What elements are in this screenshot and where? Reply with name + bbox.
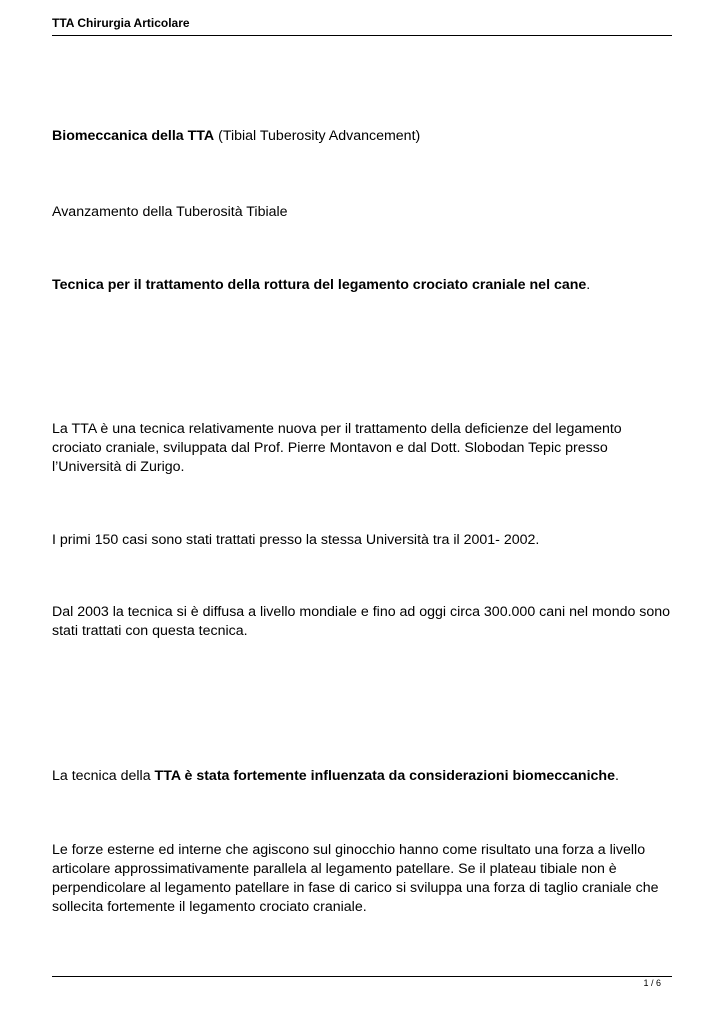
- influence-prefix: La tecnica della: [52, 768, 155, 784]
- technique-paragraph: [52, 276, 674, 295]
- section-heading: [52, 127, 674, 146]
- technique-suffix: .: [586, 277, 591, 293]
- section-heading-bold: Biomeccanica della TTA: [52, 128, 215, 144]
- header-divider: [52, 35, 672, 36]
- technique-bold: Tecnica per il trattamento della rottura del legamento crociato craniale nel cane: [52, 277, 587, 293]
- section-heading-rest: (Tibial Tuberosity Advancement): [214, 128, 421, 144]
- subtitle-paragraph: Avanzamento della Tuberosità Tibiale: [52, 204, 288, 220]
- page-number: 1 / 6: [643, 978, 661, 988]
- intro-paragraph: La TTA è una tecnica relativamente nuova per il trattamento della deficienze del legamento crociato craniale, sviluppata dal Prof. Pierre Montavon e dal Dott. Slobodan Tepic presso l’Università di Zurigo.: [52, 421, 622, 475]
- footer-divider: [52, 976, 672, 977]
- first-cases-paragraph: I primi 150 casi sono stati trattati presso la stessa Università tra il 2001- 2002.: [52, 532, 540, 548]
- page-header-title: TTA Chirurgia Articolare: [52, 16, 190, 30]
- influence-paragraph: [52, 767, 674, 786]
- forces-paragraph: Le forze esterne ed interne che agiscono sul ginocchio hanno come risultato una forza a livello articolare approssimativamente parallela al legamento patellare. Se il plateau tibiale non è perpendicolare al legamento patellare in fase di carico si sviluppa una forza di taglio craniale che sollecita fortemente il legamento crociato craniale.: [52, 842, 659, 915]
- influence-suffix: .: [614, 768, 619, 784]
- diffusion-paragraph: Dal 2003 la tecnica si è diffusa a livello mondiale e fino ad oggi circa 300.000 cani nel mondo sono stati trattati con questa tecnica.: [52, 604, 671, 639]
- influence-bold: TTA è stata fortemente influenzata da considerazioni biomeccaniche: [154, 768, 615, 784]
